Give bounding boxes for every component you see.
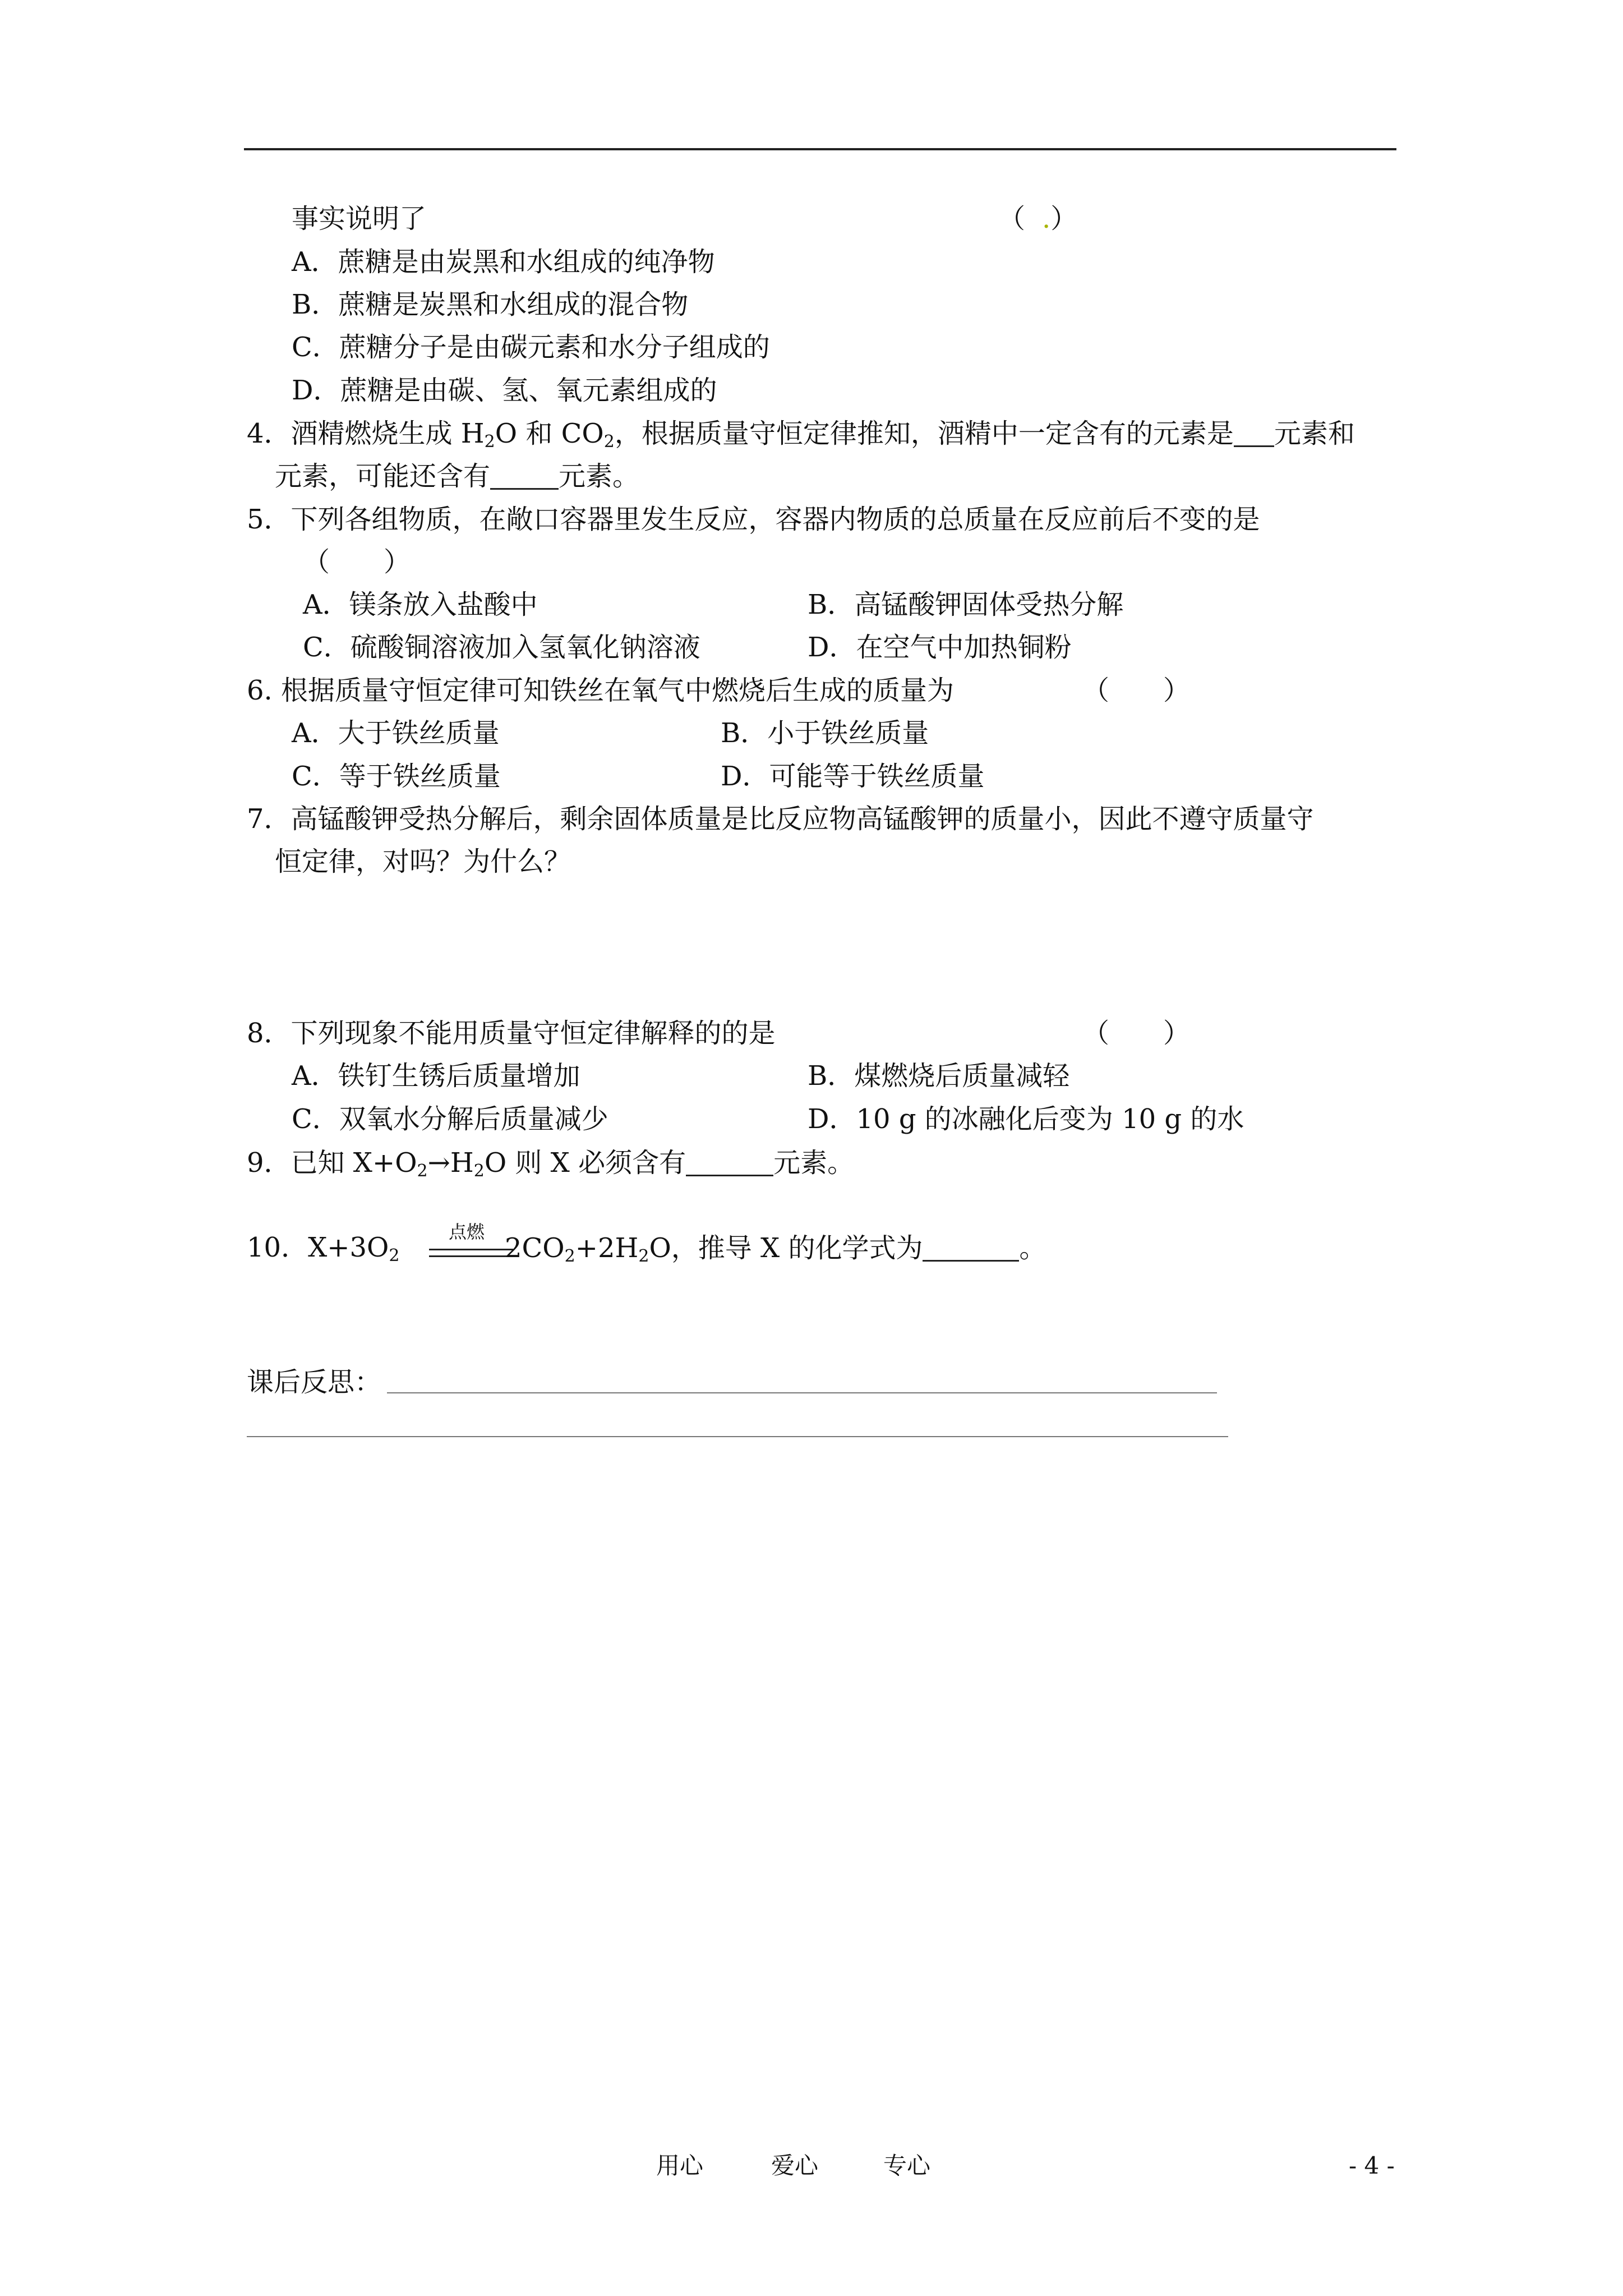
q7-line2: 恒定律，对吗？为什么？ bbox=[275, 846, 571, 877]
q6-answer-paren: （ ） bbox=[1082, 675, 1191, 706]
q5-stem: 5．下列各组物质，在敞口容器里发生反应，容器内物质的总质量在反应前后不变的是 bbox=[247, 504, 1260, 535]
q10-lhs: 10．$X+3O_2$ bbox=[247, 1232, 400, 1266]
q3-option-d: D．蔗糖是由碳、氢、氧元素组成的 bbox=[292, 375, 717, 406]
footer-item-care: 用心 bbox=[656, 2152, 704, 2179]
q8-option-d: D．10 g 的冰融化后变为 10 g 的水 bbox=[808, 1103, 1244, 1135]
q3-option-c: C．蔗糖分子是由碳元素和水分子组成的 bbox=[292, 332, 770, 363]
q5-option-a: A．镁条放入盐酸中 bbox=[303, 589, 538, 620]
q6-option-b: B．小于铁丝质量 bbox=[721, 717, 929, 749]
q8-answer-paren: （ ） bbox=[1082, 1018, 1191, 1049]
q6-stem: 6. 根据质量守恒定律可知铁丝在氧气中燃烧后生成的质量为 bbox=[247, 675, 955, 706]
page-number: - 4 - bbox=[1349, 2152, 1395, 2179]
q4-line1: 4．酒精燃烧生成 $H_2O$ 和 $CO_2$，根据质量守恒定律推知，酒精中一定含有的元素是 元素和 bbox=[247, 418, 1355, 452]
q10-equals-line-bottom bbox=[429, 1255, 513, 1257]
q3-stem-end: 事实说明了 bbox=[292, 203, 427, 234]
q4-blank-1[interactable] bbox=[1234, 420, 1274, 447]
q9-line: 9．已知 $X+O_2\to H_2O$ 则 X 必须含有 元素。 bbox=[247, 1147, 855, 1181]
q6-option-d: D．可能等于铁丝质量 bbox=[721, 761, 985, 792]
reflection-line-2[interactable] bbox=[247, 1436, 1228, 1437]
q8-option-a: A．铁钉生锈后质量增加 bbox=[292, 1060, 580, 1092]
q8-stem: 8．下列现象不能用质量守恒定律解释的的是 bbox=[247, 1018, 776, 1049]
q3-dot-mark: . bbox=[1042, 203, 1051, 234]
reflection-label: 课后反思： bbox=[247, 1366, 382, 1398]
footer-item-love: 爱心 bbox=[771, 2152, 819, 2179]
q8-option-b: B．煤燃烧后质量减轻 bbox=[808, 1060, 1070, 1092]
q3-answer-paren: （ .） bbox=[998, 203, 1078, 234]
q7-line1: 7．高锰酸钾受热分解后，剩余固体质量是比反应物高锰酸钾的质量小，因此不遵守质量守 bbox=[247, 803, 1314, 835]
q10-rhs: $2CO_2+2H_2O$，推导 X 的化学式为 。 bbox=[505, 1232, 1046, 1266]
q10-blank[interactable] bbox=[923, 1234, 1019, 1262]
header-rule bbox=[244, 148, 1396, 150]
q5-answer-paren: （ ） bbox=[303, 546, 411, 578]
q3-option-b: B．蔗糖是炭黑和水组成的混合物 bbox=[292, 289, 689, 320]
reflection-line-1[interactable] bbox=[387, 1392, 1217, 1393]
q4-blank-2[interactable] bbox=[490, 462, 559, 490]
footer-item-focus: 专心 bbox=[883, 2152, 931, 2179]
q6-option-c: C．等于铁丝质量 bbox=[292, 761, 501, 792]
q5-option-b: B．高锰酸钾固体受热分解 bbox=[808, 589, 1124, 620]
q9-blank[interactable] bbox=[686, 1149, 773, 1176]
q3-option-a: A．蔗糖是由炭黑和水组成的纯净物 bbox=[292, 246, 715, 278]
q9-arrow-icon: → bbox=[427, 1147, 450, 1179]
q10-condition-label: 点燃 bbox=[449, 1221, 485, 1243]
q6-option-a: A．大于铁丝质量 bbox=[292, 717, 500, 749]
q10-equals-line-top bbox=[429, 1249, 513, 1250]
q5-option-c: C．硫酸铜溶液加入氢氧化钠溶液 bbox=[303, 632, 700, 663]
q4-line2: 元素，可能还含有 元素。 bbox=[275, 461, 640, 492]
q8-option-c: C．双氧水分解后质量减少 bbox=[292, 1103, 608, 1135]
q5-option-d: D．在空气中加热铜粉 bbox=[808, 632, 1072, 663]
